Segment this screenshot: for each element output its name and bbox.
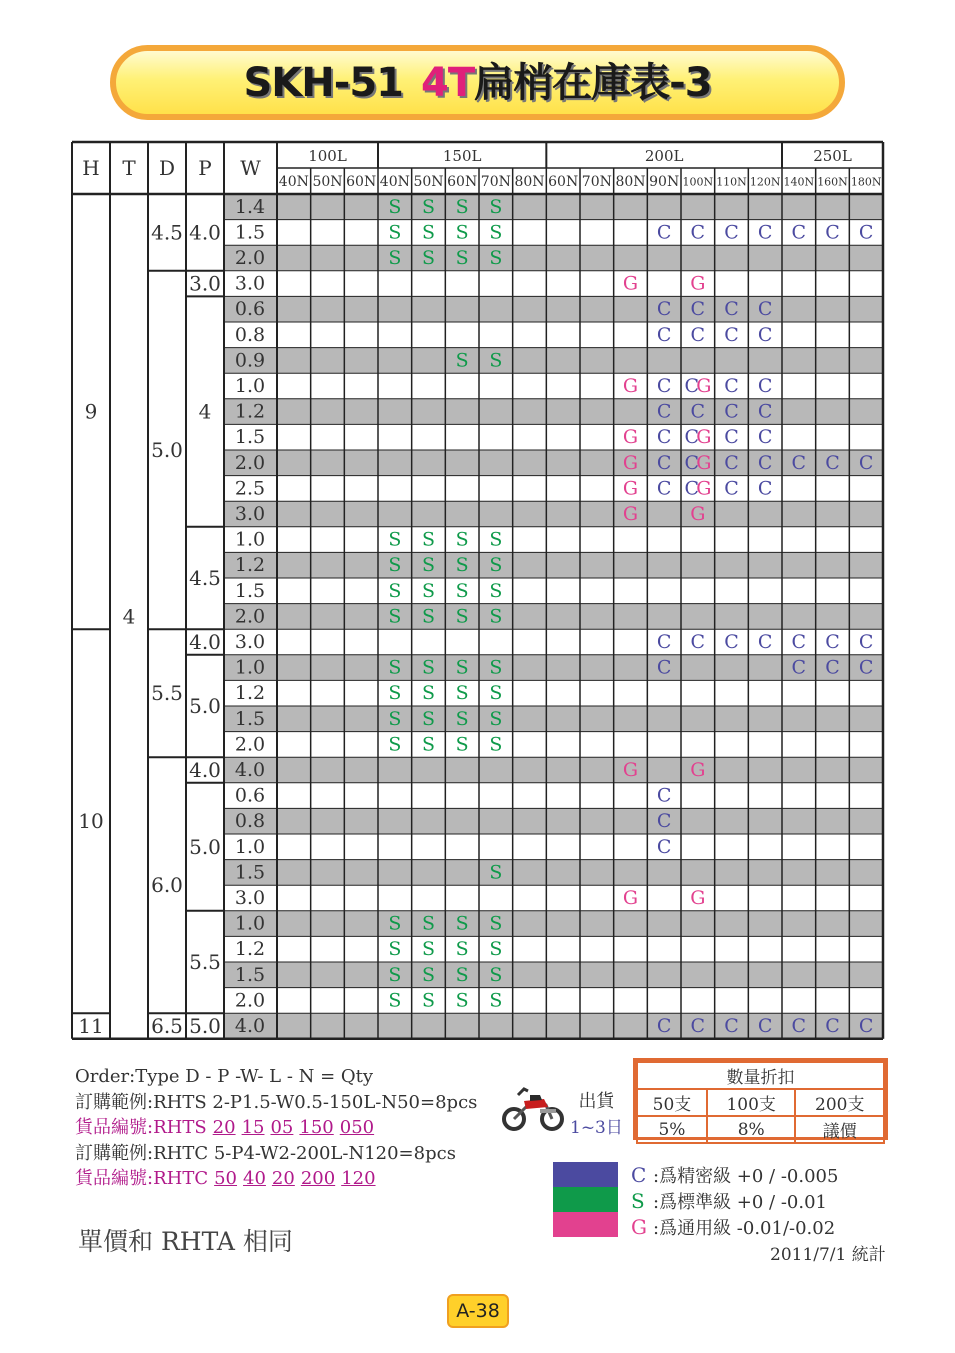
code-part: 120	[341, 1168, 376, 1189]
group-header: 150L	[442, 147, 482, 165]
grade-mark-s: S	[388, 912, 402, 935]
w-value: 2.0	[234, 605, 266, 628]
group-header: 250L	[813, 147, 852, 165]
grade-mark-s: S	[489, 989, 503, 1012]
grade-mark-g: G	[696, 375, 712, 397]
w-value: 1.5	[234, 963, 266, 986]
grade-mark-c: C	[858, 1015, 874, 1037]
grade-mark-s: S	[421, 656, 436, 679]
grade-mark-c: C	[656, 784, 672, 807]
grade-mark-g: G	[622, 375, 639, 397]
w-value: 2.0	[234, 989, 266, 1012]
grade-mark-c: C	[656, 835, 672, 858]
grade-mark-s: S	[455, 707, 469, 730]
grade-mark-s: S	[388, 554, 402, 577]
p-span-label: 4.0	[189, 630, 221, 654]
header-w: W	[240, 156, 261, 180]
column-header: 40N	[278, 174, 309, 190]
column-header: 60N	[548, 174, 579, 190]
title-type: 4T	[420, 60, 475, 106]
grade-mark-s: S	[489, 938, 503, 961]
shaded-row	[224, 501, 883, 527]
grade-mark-c: C	[757, 426, 773, 449]
grade-mark-c: C	[656, 477, 672, 500]
code-part: 200	[300, 1168, 336, 1189]
grade-mark-c: C	[858, 221, 874, 244]
grade-mark-c: C	[757, 323, 773, 346]
grade-mark-s: S	[421, 938, 436, 961]
grade-mark-s: S	[455, 656, 469, 679]
grade-mark-c: C	[656, 221, 672, 244]
grade-mark-s: S	[421, 707, 436, 730]
order-example-value: RHTC 5-P4-W2-200L-N120=8pcs	[153, 1142, 456, 1164]
shaded-row	[224, 552, 883, 578]
column-header: 50N	[413, 174, 444, 190]
grade-mark-c: C	[684, 375, 700, 397]
grade-mark-s: S	[489, 554, 503, 577]
grade-mark-c: C	[757, 631, 773, 653]
code-part: 15	[241, 1117, 265, 1138]
grade-mark-c: C	[724, 1015, 739, 1037]
grade-mark-c: C	[656, 375, 672, 397]
grade-mark-c: C	[656, 323, 672, 346]
shaded-row	[224, 655, 883, 681]
grade-mark-c: C	[825, 451, 840, 474]
code-part: 05	[270, 1117, 294, 1138]
grade-mark-s: S	[455, 579, 469, 602]
code-part: 150	[299, 1117, 334, 1138]
product-code-label: 貨品編號:	[75, 1117, 154, 1138]
code-part: 20	[271, 1168, 295, 1189]
shaded-row	[224, 1013, 883, 1039]
grade-mark-c: C	[690, 323, 706, 346]
grade-mark-g: G	[690, 887, 706, 909]
grade-mark-g: G	[690, 272, 706, 295]
grade-mark-c: C	[757, 375, 773, 397]
grade-mark-s: S	[489, 528, 503, 551]
grade-mark-c: C	[656, 298, 672, 321]
header-h: H	[82, 156, 100, 180]
order-info	[75, 1064, 477, 1192]
column-header: 100N	[682, 175, 714, 189]
grade-mark-s: S	[455, 195, 469, 218]
column-header: 50N	[312, 174, 343, 190]
grade-mark-s: S	[455, 554, 469, 577]
w-value: 0.9	[234, 349, 266, 372]
grade-mark-s: S	[388, 605, 402, 628]
column-header: 180N	[850, 175, 882, 189]
grade-mark-c: C	[791, 451, 807, 474]
grade-mark-c: C	[656, 400, 672, 423]
grade-mark-c: C	[724, 426, 739, 449]
shaded-row	[224, 962, 883, 988]
shaded-row	[224, 399, 883, 425]
order-example-value: RHTS 2-P1.5-W0.5-150L-N50=8pcs	[153, 1091, 478, 1113]
grade-mark-s: S	[489, 247, 503, 269]
grade-mark-s: S	[455, 605, 469, 628]
shaded-row	[224, 296, 883, 322]
grade-mark-c: C	[724, 400, 739, 423]
grade-mark-s: S	[388, 938, 402, 961]
grade-mark-g: G	[622, 887, 639, 909]
column-header: 110N	[716, 175, 747, 189]
discount-title: 數量折扣	[637, 1062, 884, 1089]
grade-mark-c: C	[690, 631, 706, 653]
grade-mark-g: G	[696, 477, 712, 500]
grade-mark-c: C	[724, 477, 739, 500]
legend-key: C	[631, 1163, 647, 1187]
grade-mark-s: S	[421, 528, 436, 551]
grade-mark-c: C	[684, 426, 700, 449]
w-value: 3.0	[234, 887, 266, 909]
w-value: 1.0	[234, 835, 266, 858]
d-span-label: 6.0	[151, 873, 183, 898]
code-part: 50	[214, 1168, 238, 1189]
shaded-row	[224, 348, 883, 374]
grade-mark-s: S	[489, 195, 503, 218]
discount-header: 100支	[707, 1089, 796, 1116]
legend-swatch-c	[553, 1162, 618, 1187]
grade-mark-s: S	[388, 247, 402, 269]
code-part: 20	[212, 1117, 236, 1138]
grade-mark-c: C	[656, 656, 672, 679]
grade-mark-s: S	[421, 247, 436, 269]
product-code-2	[75, 1166, 477, 1192]
w-value: 2.0	[234, 247, 266, 269]
grade-mark-s: S	[388, 963, 402, 986]
product-code-prefix: RHTS	[153, 1117, 207, 1138]
w-value: 1.0	[234, 656, 266, 679]
grade-mark-c: C	[724, 221, 739, 244]
grade-mark-c: C	[690, 221, 706, 244]
shaded-row	[224, 194, 883, 220]
grade-mark-s: S	[455, 733, 469, 756]
code-part: 050	[339, 1117, 375, 1138]
w-value: 1.5	[234, 579, 266, 602]
shaded-row	[224, 245, 883, 271]
legend-item-g	[631, 1214, 955, 1240]
grade-mark-c: C	[825, 1015, 840, 1037]
p-span-label: 5.0	[189, 1014, 221, 1038]
shaded-row	[224, 604, 883, 630]
grade-mark-c: C	[858, 656, 874, 679]
grade-mark-s: S	[455, 221, 469, 244]
grade-mark-c: C	[690, 298, 706, 321]
d-span-label: 5.0	[151, 438, 183, 462]
p-span-label: 5.0	[189, 834, 221, 859]
grade-mark-c: C	[791, 1015, 807, 1037]
discount-header: 50支	[637, 1089, 707, 1116]
grade-mark-g: G	[622, 272, 639, 295]
grade-mark-s: S	[421, 195, 436, 218]
grade-mark-c: C	[724, 375, 739, 397]
grade-mark-s: S	[421, 579, 436, 602]
grade-mark-c: C	[757, 1015, 773, 1037]
grade-mark-c: C	[724, 451, 739, 474]
p-span-label: 4.5	[189, 566, 221, 590]
w-value: 1.2	[234, 554, 266, 577]
grade-mark-g: G	[622, 426, 639, 449]
legend-item-c	[631, 1162, 955, 1188]
p-span-label: 4.0	[189, 220, 221, 245]
grade-mark-c: C	[656, 451, 672, 474]
grade-mark-s: S	[421, 682, 436, 705]
column-header: 60N	[346, 174, 377, 190]
grade-mark-g: G	[696, 451, 712, 474]
grade-mark-c: C	[724, 631, 739, 653]
product-code-1	[75, 1115, 477, 1141]
grade-mark-s: S	[489, 656, 503, 679]
title-model: SKH-51	[243, 60, 403, 106]
p-span-label: 5.5	[189, 950, 221, 974]
header-d: D	[158, 156, 176, 180]
grade-mark-c: C	[757, 298, 773, 321]
grade-mark-c: C	[724, 298, 739, 321]
w-value: 0.6	[234, 784, 266, 807]
w-value: 2.0	[234, 451, 266, 474]
column-header: 80N	[615, 174, 646, 190]
grade-mark-s: S	[489, 349, 503, 372]
grade-mark-s: S	[421, 554, 436, 577]
column-header: 40N	[379, 174, 410, 190]
quantity-discount-table	[633, 1058, 888, 1140]
grade-mark-s: S	[421, 989, 436, 1012]
grade-mark-s: S	[388, 656, 402, 679]
w-value: 0.8	[234, 810, 266, 833]
w-value: 1.4	[234, 195, 266, 218]
p-span-label: 3.0	[189, 271, 221, 296]
column-header: 120N	[749, 175, 781, 189]
grade-mark-s: S	[388, 528, 402, 551]
grade-mark-c: C	[684, 451, 700, 474]
h-span-label: 11	[78, 1014, 104, 1038]
column-header: 160N	[817, 175, 848, 189]
grade-mark-c: C	[656, 1015, 672, 1037]
grade-mark-c: C	[656, 426, 672, 449]
grade-mark-s: S	[455, 963, 469, 986]
w-value: 1.5	[234, 707, 266, 730]
w-value: 1.2	[234, 400, 266, 423]
grade-mark-c: C	[858, 631, 874, 653]
grade-mark-s: S	[489, 963, 503, 986]
p-span-label: 4	[198, 399, 212, 424]
grade-mark-c: C	[757, 400, 773, 423]
grade-mark-g: G	[622, 477, 639, 500]
motorcycle-icon	[500, 1075, 566, 1133]
grade-mark-s: S	[455, 528, 469, 551]
grade-mark-s: S	[489, 579, 503, 602]
grade-mark-c: C	[791, 631, 807, 653]
shaded-row	[224, 757, 883, 783]
header-p: P	[198, 156, 212, 180]
grade-mark-g: G	[622, 759, 639, 781]
w-value: 1.2	[234, 682, 266, 705]
shipping-label: 出貨	[578, 1091, 615, 1112]
order-example-label: 訂購範例:	[75, 1091, 154, 1113]
order-format: Order:Type D - P -W- L - N = Qty	[75, 1066, 374, 1087]
shaded-row	[224, 808, 883, 834]
legend-key: G	[631, 1215, 647, 1239]
legend-swatch-g	[553, 1212, 618, 1237]
order-example-label: 訂購範例:	[75, 1142, 154, 1164]
column-header: 80N	[514, 174, 545, 190]
code-part: 40	[243, 1168, 266, 1189]
d-span-label: 6.5	[151, 1014, 183, 1038]
column-header: 70N	[581, 174, 612, 190]
p-span-label: 4.0	[189, 758, 221, 782]
w-value: 1.5	[234, 861, 266, 884]
grade-mark-c: C	[825, 221, 840, 244]
w-value: 4.0	[234, 759, 266, 781]
w-value: 4.0	[234, 1015, 266, 1037]
order-example-2	[75, 1141, 477, 1167]
grade-mark-c: C	[791, 221, 807, 244]
group-header: 100L	[308, 147, 347, 165]
grade-mark-c: C	[825, 631, 840, 653]
p-span-label: 5.0	[189, 694, 221, 718]
grade-mark-s: S	[388, 579, 402, 602]
w-value: 1.0	[234, 375, 266, 397]
grade-mark-c: C	[724, 323, 739, 346]
grade-mark-g: G	[622, 503, 639, 525]
column-header: 140N	[783, 175, 815, 189]
grade-mark-s: S	[489, 221, 503, 244]
discount-value: 5%	[637, 1116, 707, 1143]
w-value: 2.5	[234, 477, 266, 500]
product-code-prefix: RHTC	[153, 1168, 209, 1189]
shipping-days: 1~3日	[570, 1118, 623, 1138]
grade-mark-s: S	[388, 195, 402, 218]
grade-mark-s: S	[421, 733, 436, 756]
grade-mark-s: S	[421, 963, 436, 986]
discount-value: 8%	[707, 1116, 796, 1143]
grade-mark-c: C	[757, 451, 773, 474]
discount-header: 200支	[795, 1089, 884, 1116]
group-header: 200L	[644, 147, 684, 165]
grade-mark-s: S	[489, 707, 503, 730]
stat-date: 2011/7/1 統計	[770, 1245, 886, 1265]
grade-mark-c: C	[656, 810, 672, 833]
grade-mark-s: S	[455, 938, 469, 961]
grade-mark-g: G	[690, 759, 706, 781]
discount-value: 議價	[795, 1116, 884, 1143]
w-value: 0.6	[234, 298, 266, 321]
d-span-label: 4.5	[151, 220, 183, 245]
w-value: 1.5	[234, 426, 266, 449]
w-value: 3.0	[234, 503, 266, 525]
legend-text: :爲精密級 +0 / -0.005	[653, 1166, 839, 1187]
w-value: 0.8	[234, 323, 266, 346]
header-t: T	[122, 156, 136, 180]
grade-mark-c: C	[690, 400, 706, 423]
shipping-info	[570, 1087, 623, 1138]
grade-mark-s: S	[421, 605, 436, 628]
legend-text: :爲通用級 -0.01/-0.02	[653, 1218, 836, 1239]
legend-item-s	[631, 1188, 955, 1214]
title-rest: 扁梢在庫表-3	[474, 60, 712, 106]
legend-key: S	[631, 1189, 645, 1213]
w-value: 1.0	[234, 912, 266, 935]
grade-mark-s: S	[455, 682, 469, 705]
grade-mark-c: C	[684, 477, 700, 500]
legend-text: :爲標準級 +0 / -0.01	[653, 1192, 827, 1213]
grade-mark-s: S	[421, 912, 436, 935]
legend-swatch-s	[553, 1187, 618, 1212]
grade-mark-c: C	[757, 221, 773, 244]
column-header: 60N	[447, 174, 478, 190]
grade-mark-s: S	[455, 989, 469, 1012]
grade-mark-s: S	[489, 605, 503, 628]
order-example-1	[75, 1090, 477, 1116]
grade-mark-c: C	[656, 631, 672, 653]
grade-mark-c: C	[858, 451, 874, 474]
column-header: 70N	[480, 174, 511, 190]
grade-mark-s: S	[388, 221, 402, 244]
shaded-row	[224, 706, 883, 732]
grade-mark-g: G	[690, 503, 706, 525]
d-span-label: 5.5	[151, 681, 183, 706]
h-span-label: 10	[78, 809, 104, 834]
grade-mark-s: S	[388, 682, 402, 705]
t-span-label: 4	[122, 604, 136, 629]
grade-mark-s: S	[388, 989, 402, 1012]
w-value: 3.0	[234, 631, 266, 653]
grade-mark-c: C	[757, 477, 773, 500]
grade-mark-s: S	[421, 221, 436, 244]
price-note: 單價和 RHTA 相同	[78, 1227, 293, 1256]
grade-mark-s: S	[455, 349, 469, 372]
grade-mark-s: S	[489, 912, 503, 935]
w-value: 1.2	[234, 938, 266, 961]
page-number: A-38	[447, 1294, 509, 1328]
grade-mark-s: S	[489, 861, 503, 884]
grade-mark-c: C	[791, 656, 807, 679]
grade-mark-s: S	[388, 733, 402, 756]
grade-mark-c: C	[825, 656, 840, 679]
w-value: 2.0	[234, 733, 266, 756]
grade-mark-g: G	[622, 451, 639, 474]
shaded-row	[224, 450, 883, 476]
column-header: 90N	[649, 174, 680, 190]
grade-mark-s: S	[489, 682, 503, 705]
product-code-label: 貨品編號:	[75, 1168, 154, 1189]
grade-mark-g: G	[696, 426, 712, 449]
grade-mark-s: S	[388, 707, 402, 730]
grade-mark-s: S	[455, 247, 469, 269]
h-span-label: 9	[84, 399, 98, 424]
grade-mark-c: C	[690, 1015, 706, 1037]
grade-mark-s: S	[455, 912, 469, 935]
w-value: 3.0	[234, 272, 266, 295]
w-value: 1.0	[234, 528, 266, 551]
w-value: 1.5	[234, 221, 266, 244]
grade-mark-s: S	[489, 733, 503, 756]
shaded-row	[224, 911, 883, 937]
shaded-row	[224, 860, 883, 886]
